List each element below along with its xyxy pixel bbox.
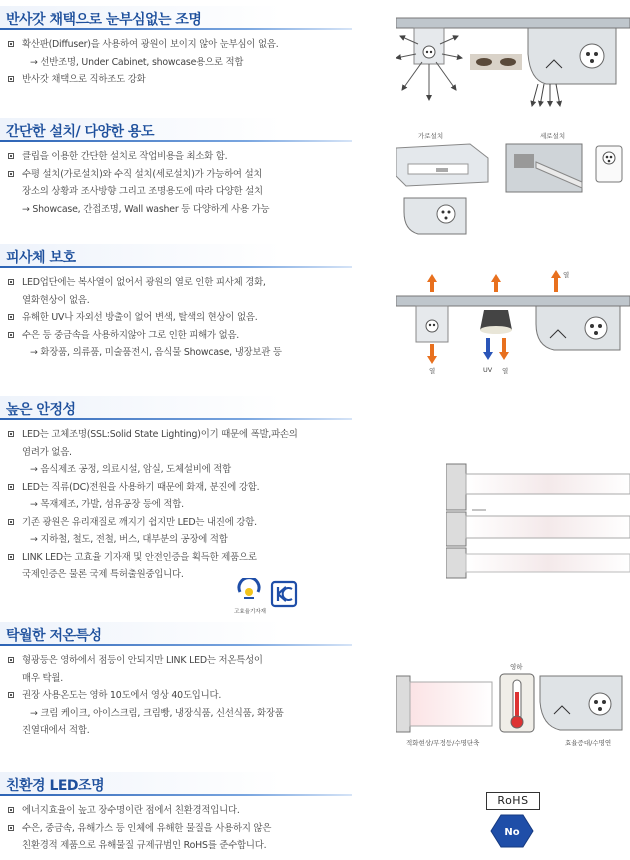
heat-label-bottom: 열 <box>429 367 436 375</box>
list-item: 염려가 없음. <box>22 446 72 458</box>
title-underline <box>0 140 352 142</box>
list-item: → 지하철, 철도, 전철, 버스, 대부분의 공장에 적합 <box>30 534 228 545</box>
list-item: 매우 탁월. <box>22 672 63 684</box>
section-heading: 높은 안정성 <box>6 402 76 418</box>
list-item: 수은, 중금속, 유해가스 등 인체에 유해한 물질을 사용하지 않은 <box>8 820 370 838</box>
cert-label: 고효율기자재 <box>234 609 266 615</box>
heat-label-top: 열 <box>563 271 570 279</box>
list-item: 열화현상이 없음. <box>22 294 90 306</box>
cert-marks <box>232 578 302 614</box>
section-title <box>0 118 370 144</box>
caption-led: 효율증대/수명연 <box>565 739 612 747</box>
list-item: LED는 직류(DC)전원을 사용하기 때문에 화재, 분진에 강함. <box>8 479 370 497</box>
section-list <box>0 802 370 855</box>
low-temp-diagram <box>396 672 630 736</box>
list-item: LED는 고체조명(SSL:Solid State Lighting)이기 때문에 폭발,파손의 <box>8 426 370 444</box>
section-title <box>0 244 370 270</box>
section-list <box>0 652 370 740</box>
section-heading: 간단한 설치/ 다양한 용도 <box>6 124 154 140</box>
uv-label: UV <box>483 366 493 374</box>
list-item: 기존 광원은 유리재질로 깨지기 쉽지만 LED는 내진에 강함. <box>8 514 370 532</box>
section-heading: 피사체 보호 <box>6 250 76 266</box>
section-anti-glare <box>0 6 370 89</box>
list-item: 유해한 UV나 자외선 방출이 없어 변색, 탈색의 현상이 없음. <box>8 309 370 327</box>
list-item: 반사갓 채택으로 직하조도 강화 <box>8 71 370 89</box>
heat-label-right: 열 <box>502 367 509 375</box>
list-item: LINK LED는 고효율 기자재 및 안전인증을 획득한 제품으로 <box>8 549 370 567</box>
section-list <box>0 148 370 218</box>
list-item: → 화장품, 의류품, 미술품전시, 음식물 Showcase, 냉장보관 등 <box>30 347 282 358</box>
rohs-badge: RoHS <box>486 792 540 810</box>
section-high-stability <box>0 396 370 584</box>
section-eco <box>0 772 370 855</box>
install-horizontal-label: 가로설치 <box>418 132 444 140</box>
section-list <box>0 426 370 584</box>
section-title <box>0 396 370 422</box>
no-badge-icon <box>490 814 534 848</box>
list-item: 클립을 이용한 간단한 설치로 작업비용을 최소화 함. <box>8 148 370 166</box>
list-item: 권장 사용온도는 영하 10도에서 영상 40도입니다. <box>8 687 370 705</box>
list-item: 수은 등 중금속을 사용하지않아 그로 인한 피해가 없음. <box>8 327 370 345</box>
title-underline <box>0 794 352 796</box>
list-item: 수평 설치(가로설치)와 수직 설치(세로설치)가 가능하여 설치 <box>8 166 370 184</box>
title-underline <box>0 418 352 420</box>
section-title <box>0 6 370 32</box>
install-vertical-label: 세로설치 <box>540 132 566 140</box>
section-title <box>0 772 370 798</box>
list-item: 형광등은 영하에서 점등이 안되지만 LINK LED는 저온특성이 <box>8 652 370 670</box>
list-item: → Showcase, 간접조명, Wall washer 등 다양하게 사용 가능 <box>22 203 270 215</box>
section-list <box>0 36 370 89</box>
list-item: 확산판(Diffuser)을 사용하여 광원이 보이지 않아 눈부심이 없음. <box>8 36 370 54</box>
section-heading: 반사갓 채택으로 눈부심없는 조명 <box>6 12 202 28</box>
list-item: 에너지효율이 높고 장수명이란 점에서 친환경적입니다. <box>8 802 370 820</box>
section-object-protection <box>0 244 370 362</box>
list-item: → 선반조명, Under Cabinet, showcase용으로 적합 <box>30 56 244 68</box>
list-item: → 크림 케이크, 아이스크림, 크림빵, 냉장식품, 신선식품, 화장품 <box>30 707 284 719</box>
title-underline <box>0 266 352 268</box>
cold-label: 영하 <box>510 663 523 671</box>
section-list <box>0 274 370 362</box>
list-item: 국제인증은 물론 국제 특허출원중입니다. <box>22 569 184 580</box>
section-title <box>0 622 370 648</box>
title-underline <box>0 28 352 30</box>
list-item: LED업단에는 복사열이 없어서 광원의 열로 인한 피사체 경화, <box>8 274 370 292</box>
heat-uv-diagram <box>396 268 630 380</box>
list-item: → 음식제조 공정, 의료시설, 암실, 도체설비에 적합 <box>30 464 231 475</box>
glare-diagram <box>396 14 630 110</box>
section-heading: 친환경 LED조명 <box>6 778 105 794</box>
no-badge-text: No <box>504 827 520 838</box>
section-heading: 탁월한 저온특성 <box>6 628 102 644</box>
title-underline <box>0 644 352 646</box>
section-low-temp <box>0 622 370 740</box>
install-diagram <box>396 142 630 238</box>
list-item: 장소의 상황과 조사방향 그리고 조명용도에 따라 다양한 설치 <box>22 186 263 197</box>
list-item: → 목재제조, 가발, 섬유공장 등에 적합. <box>30 499 184 510</box>
stability-diagram <box>446 458 630 582</box>
section-easy-install <box>0 118 370 218</box>
caption-fluorescent: 적화현상/무정등/수명단축 <box>406 739 480 747</box>
list-item: 친환경적 제품으로 유해물질 규제규범인 RoHS를 준수합니다. <box>22 840 267 851</box>
list-item: 진열대에서 적합. <box>22 725 90 736</box>
